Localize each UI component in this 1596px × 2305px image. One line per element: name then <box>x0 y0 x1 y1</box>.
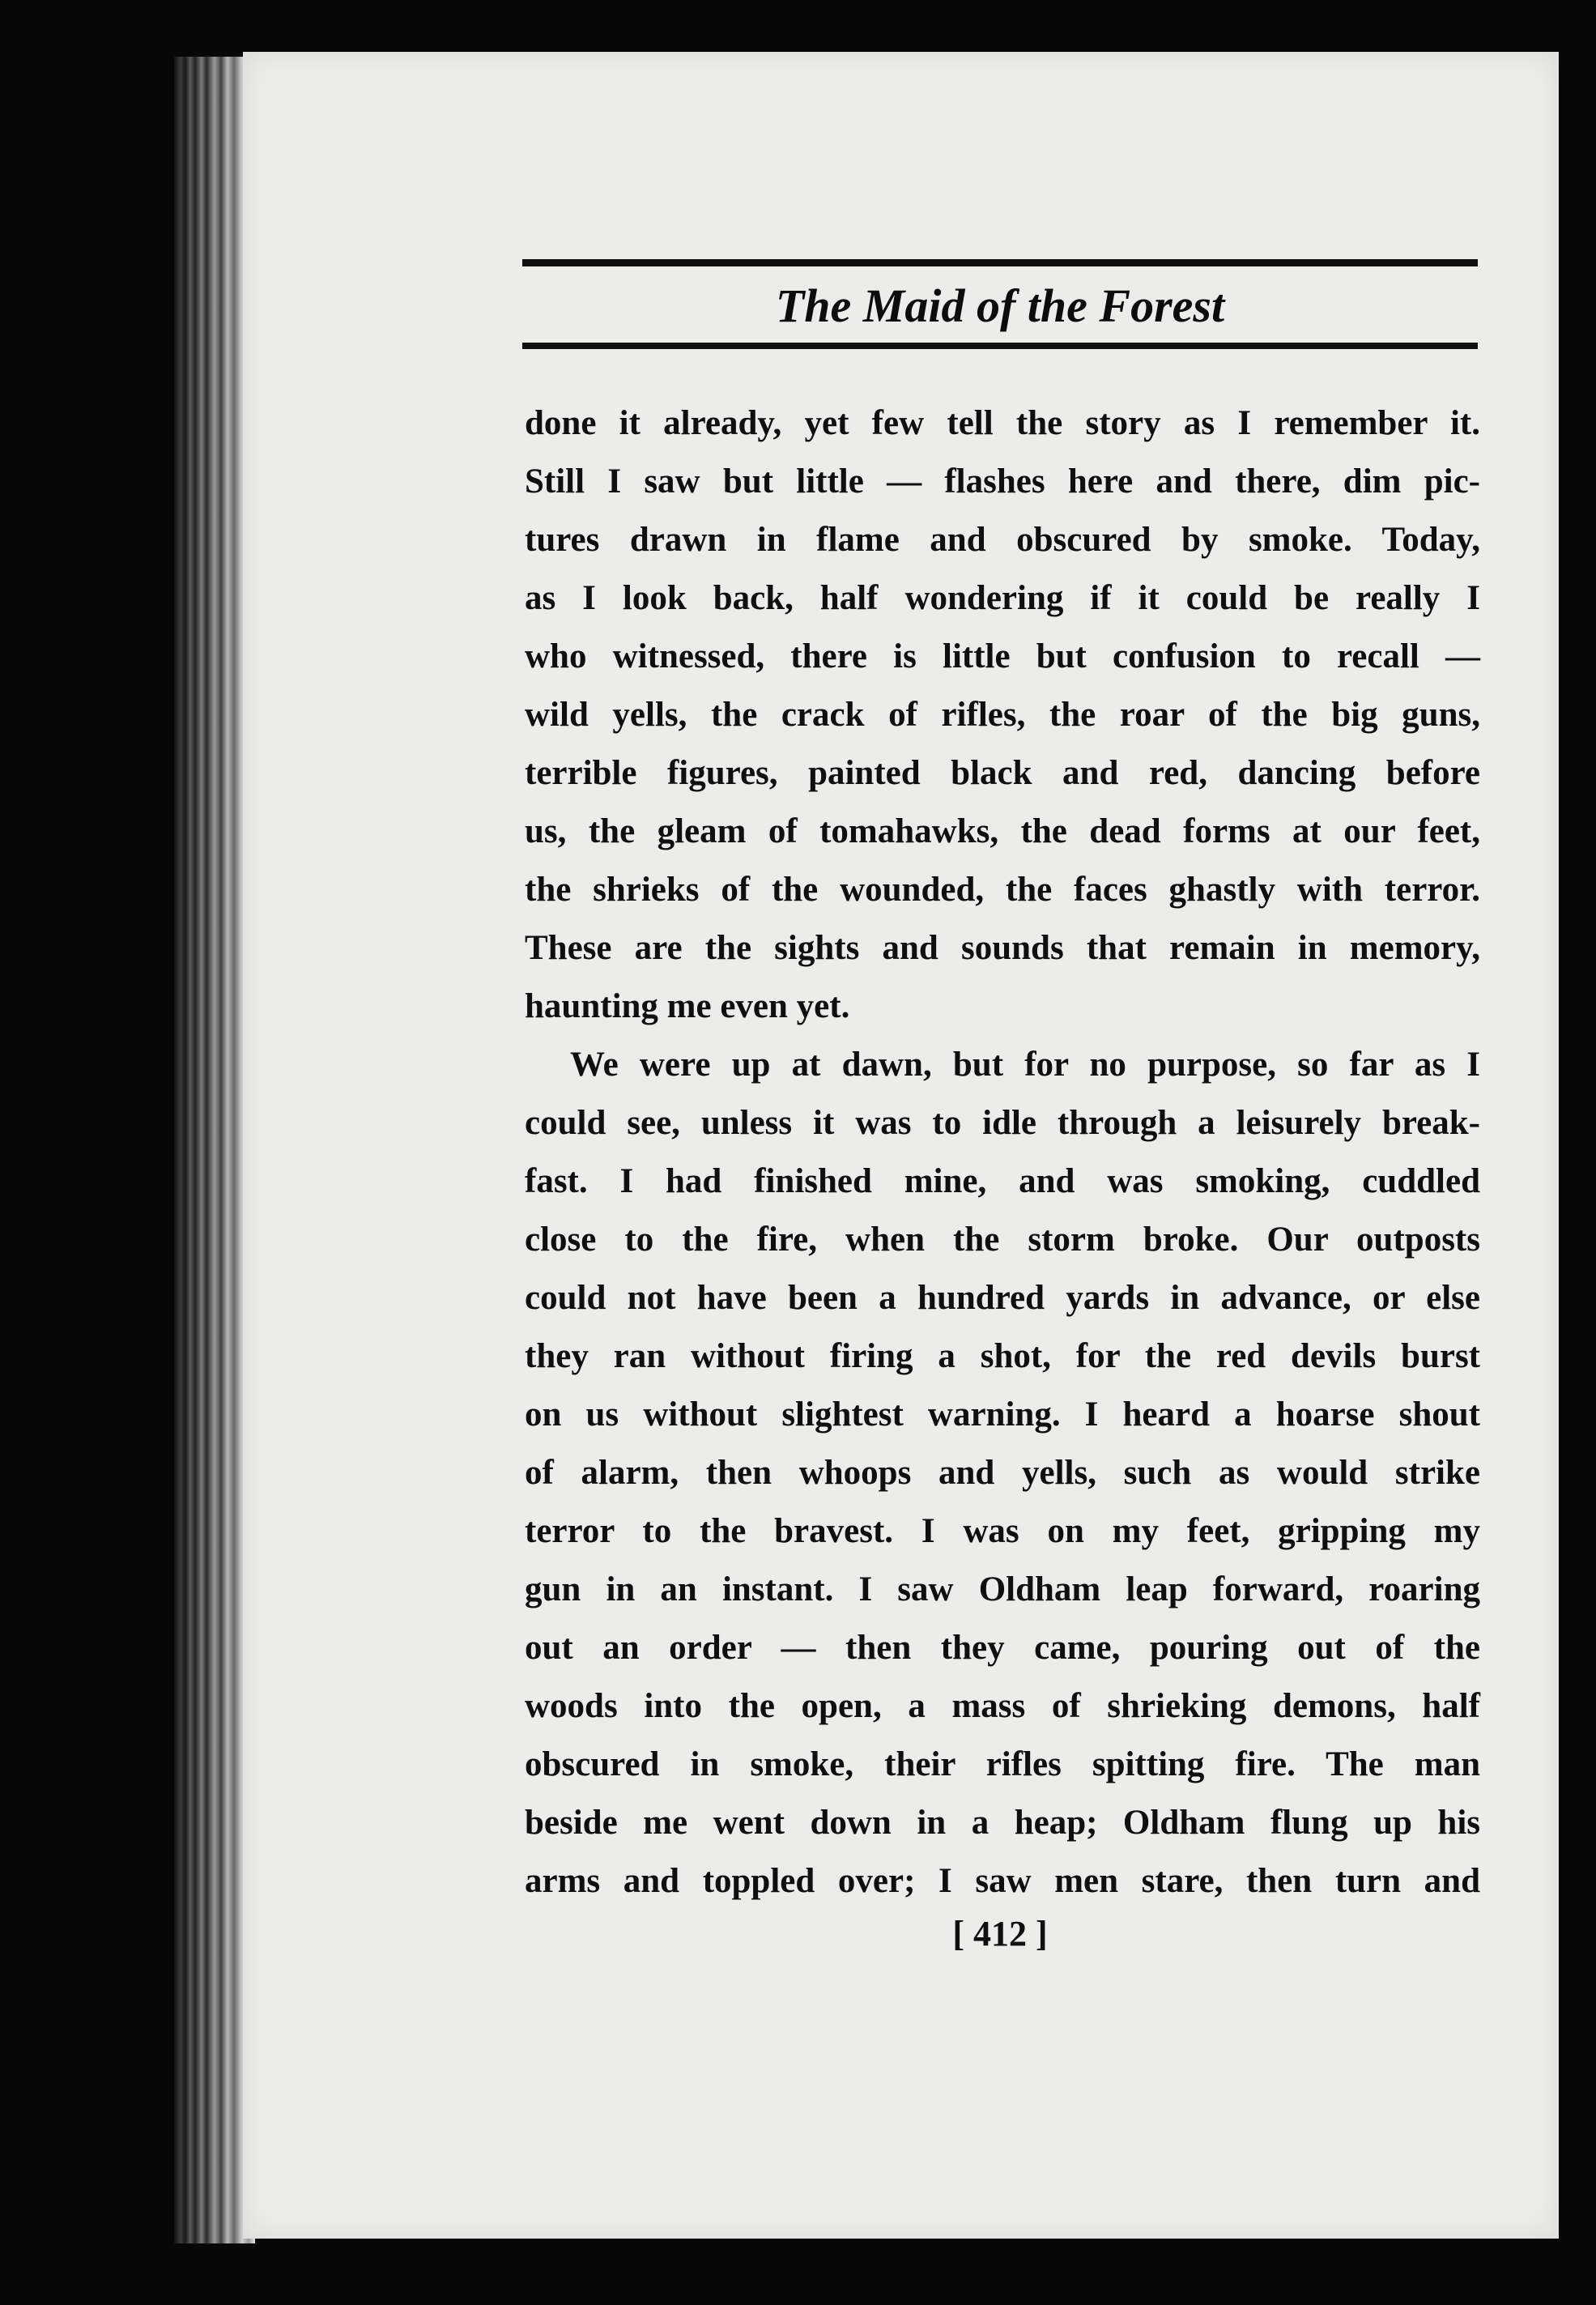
text-line: could see, unless it was to idle through a leisurely break- <box>525 1104 1480 1142</box>
text-line: us, the gleam of tomahawks, the dead forms at our feet, <box>525 812 1480 850</box>
text-line: as I look back, half wondering if it could be really I <box>525 579 1480 617</box>
text-line: who witnessed, there is little but confusion to recall — <box>525 637 1480 675</box>
text-line: fast. I had finished mine, and was smoking, cuddled <box>525 1162 1480 1200</box>
text-line: gun in an instant. I saw Oldham leap forward, roaring <box>525 1570 1480 1608</box>
text-line: woods into the open, a mass of shrieking demons, half <box>525 1687 1480 1725</box>
text-line: Still I saw but little — flashes here and there, dim pic- <box>525 462 1480 501</box>
text-line: wild yells, the crack of rifles, the roar of the big guns, <box>525 696 1480 734</box>
header-rule-bottom <box>522 343 1478 349</box>
text-line: could not have been a hundred yards in advance, or else <box>525 1279 1480 1317</box>
text-line: done it already, yet few tell the story as I remember it. <box>525 404 1480 442</box>
text-line: terrible figures, painted black and red, dancing before <box>525 754 1480 792</box>
text-line: on us without slightest warning. I heard a hoarse shout <box>525 1395 1480 1434</box>
text-line: out an order — then they came, pouring out of the <box>525 1629 1480 1667</box>
body-text <box>525 394 1480 1911</box>
text-line: terror to the bravest. I was on my feet, gripping my <box>525 1512 1480 1550</box>
paragraph-1 <box>525 394 1480 1036</box>
text-line: We were up at dawn, but for no purpose, so far as I <box>570 1046 1480 1084</box>
text-line: These are the sights and sounds that remain in memory, <box>525 929 1480 967</box>
text-line: obscured in smoke, their rifles spitting fire. The man <box>525 1745 1480 1783</box>
text-line: they ran without firing a shot, for the red devils burst <box>525 1337 1480 1375</box>
text-line: close to the fire, when the storm broke. Our outposts <box>525 1221 1480 1259</box>
text-line: tures drawn in flame and obscured by smoke. Today, <box>525 521 1480 559</box>
text-line: haunting me even yet. <box>525 987 850 1025</box>
text-line: arms and toppled over; I saw men stare, then turn and <box>525 1862 1480 1900</box>
text-line: beside me went down in a heap; Oldham flung up his <box>525 1804 1480 1842</box>
paragraph-2 <box>525 1036 1480 1911</box>
text-line: the shrieks of the wounded, the faces ghastly with terror. <box>525 871 1480 909</box>
page-number: [ 412 ] <box>952 1914 1048 1953</box>
running-head: The Maid of the Forest <box>775 279 1225 332</box>
text-line: of alarm, then whoops and yells, such as would strike <box>525 1454 1480 1492</box>
header-rule-top <box>522 259 1478 266</box>
